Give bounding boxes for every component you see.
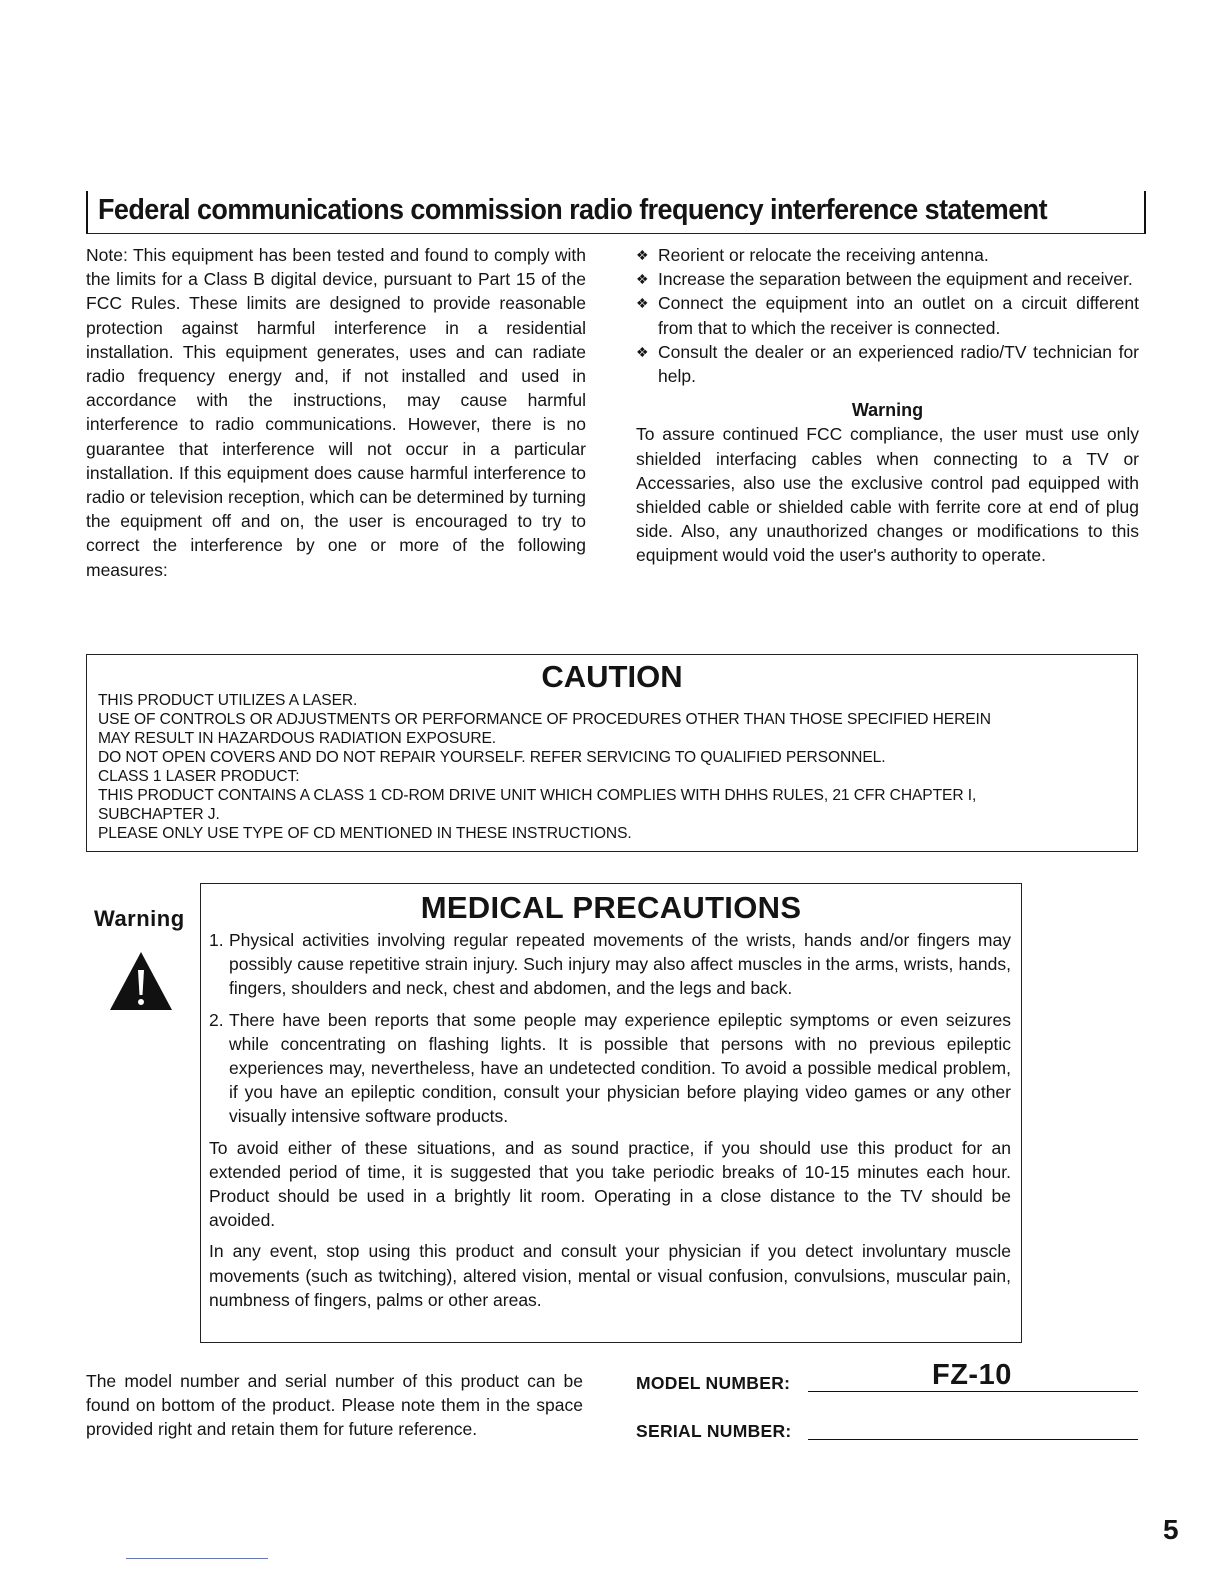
page-number: 5 [1163, 1514, 1179, 1545]
caution-line: CLASS 1 LASER PRODUCT: [98, 768, 300, 785]
list-item: ❖ Reorient or relocate the receiving antenna. [636, 243, 1139, 267]
list-item: 1. Physical activities involving regular repeated movements of the wrists, hands and/or fingers may possibly cause repetitive strain injury. Such injury may also affect muscles in the arms, wrists, hands, fingers, shoulders and neck, chest and abdomen, and the legs and back. [209, 930, 1011, 999]
caution-line: PLEASE ONLY USE TYPE OF CD MENTIONED IN THESE INSTRUCTIONS. [98, 825, 632, 842]
warning-triangle-icon [108, 950, 174, 1012]
list-item: 2. There have been reports that some people may experience epileptic symptoms or even seizures while concentrating on flashing lights. It is possible that persons with no previous epileptic experiences may, nevertheless, have an undetected condition. To avoid a possible medical problem, if you have an epileptic condition, consult your physician before playing video games or any other visually intensive software products. [209, 1009, 1011, 1127]
caution-line: THIS PRODUCT UTILIZES A LASER. [98, 692, 358, 709]
model-number-label: MODEL NUMBER: [636, 1373, 791, 1393]
item-number: 1. [209, 930, 224, 950]
medical-paragraph: To avoid either of these situations, and as sound practice, if you should use this product for an extended period of time, it is suggested that you take periodic breaks of 10-15 minutes each hour. Product should be used in a brightly lit room. Operating in a close distance to the TV should be avoided. [209, 1137, 1011, 1231]
item-number: 2. [209, 1009, 224, 1030]
medical-items [209, 928, 1011, 1129]
caution-box [86, 654, 1138, 852]
fcc-right-column [636, 243, 1139, 568]
serial-number-line [808, 1439, 1138, 1440]
list-item: ❖ Connect the equipment into an outlet on a circuit different from that to which the receiver is connected. [636, 293, 1139, 338]
fcc-measures-list [636, 243, 1139, 388]
caution-line: SUBCHAPTER J. [98, 806, 220, 823]
caution-line: MAY RESULT IN HAZARDOUS RADIATION EXPOSURE. [98, 730, 497, 747]
model-number-field [636, 1359, 1138, 1394]
diamond-bullet-icon: ❖ [636, 295, 649, 312]
model-number-value: FZ-10 [932, 1359, 1012, 1391]
fcc-note: Note: This equipment has been tested and found to comply with the limits for a Class B digital device, pursuant to Part 15 of the FCC Rules. These limits are designed to provide reasonable protection against harmful interference in a residential installation. This equipment generates, uses and can radiate radio frequency energy and, if not installed and used in accordance with the instructions, may cause harmful interference to radio communications. However, there is no guarantee that interference will not occur in a particular installation. If this equipment does cause harmful interference to radio or television reception, which can be determined by turning the equipment off and on, the user is encouraged to try to correct the interference by one or more of the following measures: [86, 245, 587, 580]
list-item: ❖ Increase the separation between the equipment and receiver. [636, 267, 1139, 291]
serial-number-field [636, 1412, 1138, 1442]
diamond-bullet-icon: ❖ [636, 343, 649, 360]
medical-title: MEDICAL PRECAUTIONS [420, 890, 802, 925]
diamond-bullet-icon: ❖ [636, 271, 649, 288]
fcc-warning-text: To assure continued FCC compliance, the user must use only shielded interfacing cables when connecting to a TV or Accessaries, also use the exclusive control pad equipped with shielded cable or shielded cable with ferrite core at end of plug side. Also, any unauthorized changes or modifications to this equipment would void the user's authority to operate. [636, 424, 1139, 566]
diamond-bullet-icon: ❖ [636, 247, 649, 263]
serial-number-label: SERIAL NUMBER: [636, 1421, 792, 1441]
medical-paragraph: In any event, stop using this product and consult your physician if you detect involuntary muscle movements (such as twitching), altered vision, mental or visual confusion, convulsions, muscular pain, numbness of fingers, palms or other areas. [209, 1241, 1011, 1310]
fcc-heading-box [86, 191, 1146, 234]
model-serial-note: The model number and serial number of this product can be found on bottom of the product. Please note them in the space provided right and retain them for future reference. [86, 1371, 583, 1440]
caution-line: DO NOT OPEN COVERS AND DO NOT REPAIR YOURSELF. REFER SERVICING TO QUALIFIED PERSONNEL. [98, 749, 886, 766]
caution-title: CAUTION [541, 659, 683, 694]
list-item: ❖ Consult the dealer or an experienced radio/TV technician for help. [636, 341, 1139, 387]
medical-content [209, 928, 1011, 1319]
caution-line: USE OF CONTROLS OR ADJUSTMENTS OR PERFORMANCE OF PROCEDURES OTHER THAN THOSE SPECIFIED HEREIN [98, 711, 991, 728]
caution-lines [98, 691, 1129, 843]
caution-line: THIS PRODUCT CONTAINS A CLASS 1 CD-ROM DRIVE UNIT WHICH COMPLIES WITH DHHS RULES, 21 CFR CHAPTER I, [98, 787, 977, 804]
fcc-warning-heading: Warning [851, 400, 924, 421]
medical-warning-label: Warning [94, 906, 185, 931]
medical-precautions-box [200, 883, 1022, 1343]
footer-rule [126, 1558, 268, 1559]
fcc-title: Federal communications commission radio frequency interference statement [98, 194, 1048, 226]
